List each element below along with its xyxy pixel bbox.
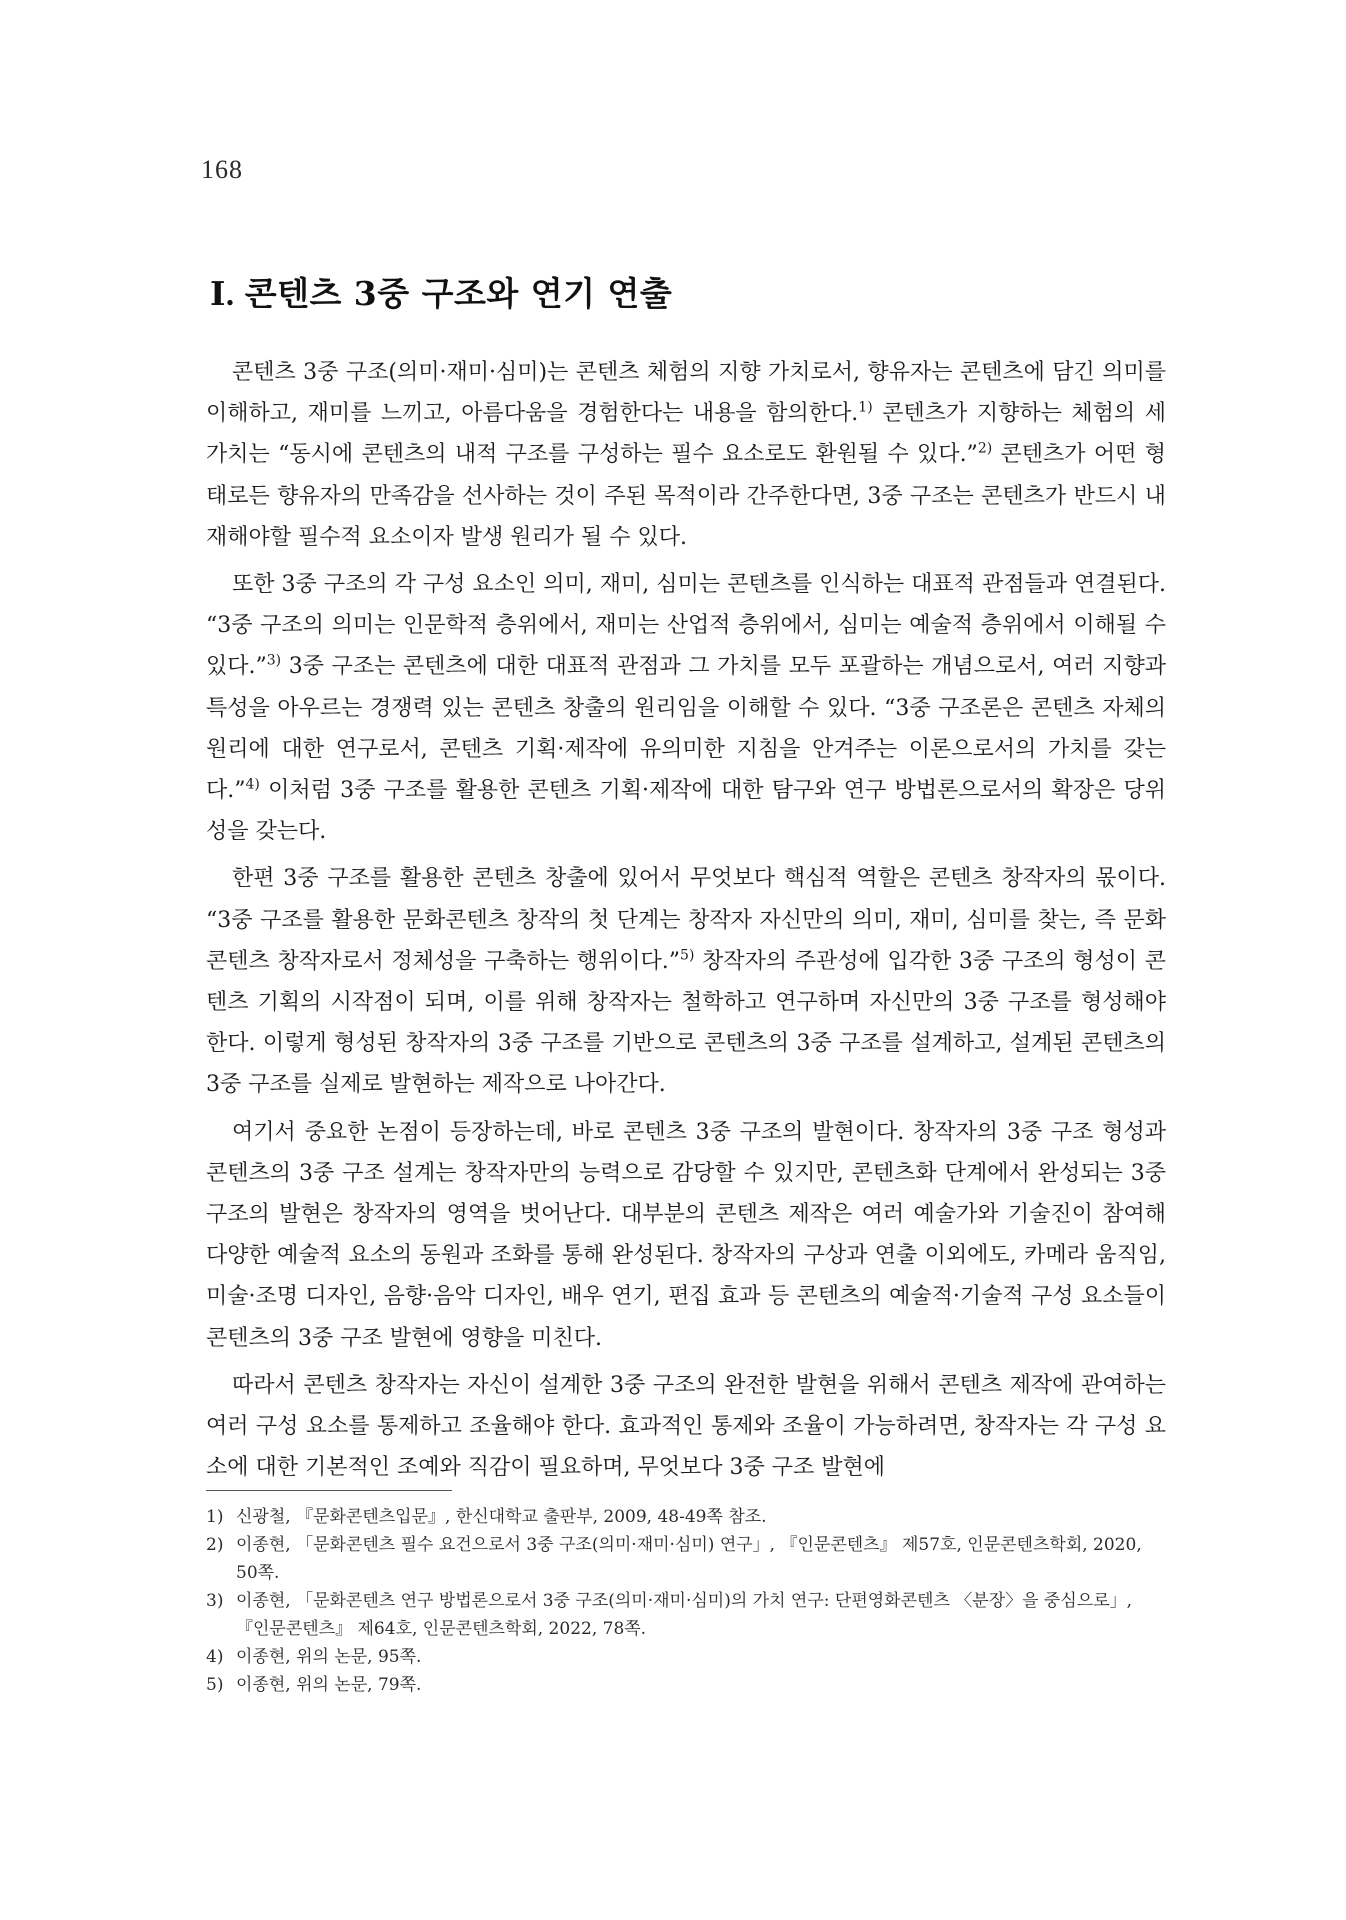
footnote-number: 3) [206, 1591, 224, 1611]
paragraph-text: 창작자의 주관성에 입각한 3중 구조의 형성이 콘텐츠 기획의 시작점이 되며, 이를 위해 창작자는 철학하고 연구하며 자신만의 3중 구조를 형성해야 한다. 이렇게 형성된 창작자의 3중 구조를 기반으로 콘텐츠의 3중 구조를 설계하고, 설계된 콘텐츠의 3중 구조를 실제로 발현하는 제작으로 나아간다. [206, 948, 1166, 1098]
footnote-text: 신광철, 『문화콘텐츠입문』, 한신대학교 출판부, 2009, 48-49쪽 참조. [236, 1507, 767, 1527]
footnote-text: 이종현, 「문화콘텐츠 필수 요건으로서 3중 구조(의미·재미·심미) 연구」, 『인문콘텐츠』 제57호, 인문콘텐츠학회, 2020, 50쪽. [236, 1535, 1142, 1583]
paragraph-text: 콘텐츠 3중 구조(의미·재미·심미)는 콘텐츠 체험의 지향 가치로서, 향유자는 콘텐츠에 담긴 의미를 이해하고, 재미를 느끼고, 아름다움을 경험한다는 내용을 함의한다. [206, 360, 1166, 427]
body-text [206, 352, 1166, 1494]
paragraph [206, 352, 1166, 558]
footnote-ref: 1) [858, 399, 873, 416]
paragraph-text: 여기서 중요한 논점이 등장하는데, 바로 콘텐츠 3중 구조의 발현이다. 창작자의 3중 구조 형성과 콘텐츠의 3중 구조 설계는 창작자만의 능력으로 감당할 수 있지만, 콘텐츠화 단계에서 완성되는 3중 구조의 발현은 창작자의 영역을 벗어난다. 대부분의 콘텐츠 제작은 여러 예술가와 기술진이 참여해 다양한 예술적 요소의 동원과 조화를 통해 완성된다. 창작자의 구상과 연출 이외에도, 카메라 움직임, 미술·조명 디자인, 음향·음악 디자인, 배우 연기, 편집 효과 등 콘텐츠의 예술적·기술적 구성 요소들이 콘텐츠의 3중 구조 발현에 영향을 미친다. [206, 1119, 1166, 1351]
paragraph-text: 콘텐츠가 어떤 형태로든 향유자의 만족감을 선사하는 것이 주된 목적이라 간주한다면, 3중 구조는 콘텐츠가 반드시 내재해야할 필수적 요소이자 발생 원리가 될 수 있다. [206, 442, 1167, 550]
footnote-divider [206, 1490, 452, 1491]
footnote-number: 4) [206, 1647, 224, 1667]
page-number: 168 [201, 155, 243, 184]
footnote-number: 1) [206, 1507, 224, 1527]
paragraph [206, 858, 1166, 1105]
paragraph-text: 한편 3중 구조를 활용한 콘텐츠 창출에 있어서 무엇보다 핵심적 역할은 콘텐츠 창작자의 몫이다. “3중 구조를 활용한 문화콘텐츠 창작의 첫 단계는 창작자 자신만의 의미, 재미, 심미를 찾는, 즉 문화콘텐츠 창작자로서 정체성을 구축하는 행위이다.” [206, 866, 1166, 974]
footnote [206, 1671, 1166, 1699]
section-title: 콘텐츠 3중 구조와 연기 연출 [244, 274, 673, 313]
section-heading [210, 268, 672, 315]
paragraph-text: 3중 구조는 콘텐츠에 대한 대표적 관점과 그 가치를 모두 포괄하는 개념으로서, 여러 지향과 특성을 아우르는 경쟁력 있는 콘텐츠 창출의 원리임을 이해할 수 있다. “3중 구조론은 콘텐츠 자체의 원리에 대한 연구로서, 콘텐츠 기획·제작에 유의미한 지침을 안겨주는 이론으로서의 가치를 갖는다.” [206, 654, 1166, 804]
footnote [206, 1531, 1166, 1587]
paragraph-text: 이처럼 3중 구조를 활용한 콘텐츠 기획·제작에 대한 탐구와 연구 방법론으로서의 확장은 당위성을 갖는다. [206, 778, 1166, 845]
footnote-text: 이종현, 위의 논문, 79쪽. [236, 1675, 422, 1695]
paragraph-text: 콘텐츠가 지향하는 체험의 세 가치는 “동시에 콘텐츠의 내적 구조를 구성하는 필수 요소로도 환원될 수 있다.” [206, 401, 1167, 468]
paragraph [206, 1112, 1166, 1359]
footnote [206, 1643, 1166, 1671]
footnote [206, 1587, 1166, 1643]
footnote-ref: 5) [680, 947, 695, 964]
footnote-ref: 3) [266, 653, 282, 670]
footnote-text: 이종현, 위의 논문, 95쪽. [236, 1647, 422, 1667]
paragraph-text: 또한 3중 구조의 각 구성 요소인 의미, 재미, 심미는 콘텐츠를 인식하는 대표적 관점들과 연결된다. “3중 구조의 의미는 인문학적 층위에서, 재미는 산업적 층위에서, 심미는 예술적 층위에서 이해될 수 있다.” [206, 572, 1166, 680]
paragraph-text: 따라서 콘텐츠 창작자는 자신이 설계한 3중 구조의 완전한 발현을 위해서 콘텐츠 제작에 관여하는 여러 구성 요소를 통제하고 조율해야 한다. 효과적인 통제와 조율이 가능하려면, 창작자는 각 구성 요소에 대한 기본적인 조예와 직감이 필요하며, 무엇보다 3중 구조 발현에 [206, 1372, 1166, 1481]
paragraph [206, 1365, 1166, 1489]
footnotes [206, 1503, 1166, 1699]
footnote-ref: 2) [977, 441, 993, 458]
footnote-text: 이종현, 「문화콘텐츠 연구 방법론으로서 3중 구조(의미·재미·심미)의 가치 연구: 단편영화콘텐츠 〈분장〉을 중심으로」, 『인문콘텐츠』 제64호, 인문콘텐츠학회, 2022, 78쪽. [236, 1591, 1133, 1639]
footnote-number: 5) [206, 1675, 224, 1695]
section-numeral: Ⅰ. [210, 277, 235, 313]
footnote-ref: 4) [245, 776, 260, 793]
footnote-number: 2) [206, 1535, 224, 1555]
footnote [206, 1503, 1166, 1531]
paragraph [206, 564, 1166, 852]
